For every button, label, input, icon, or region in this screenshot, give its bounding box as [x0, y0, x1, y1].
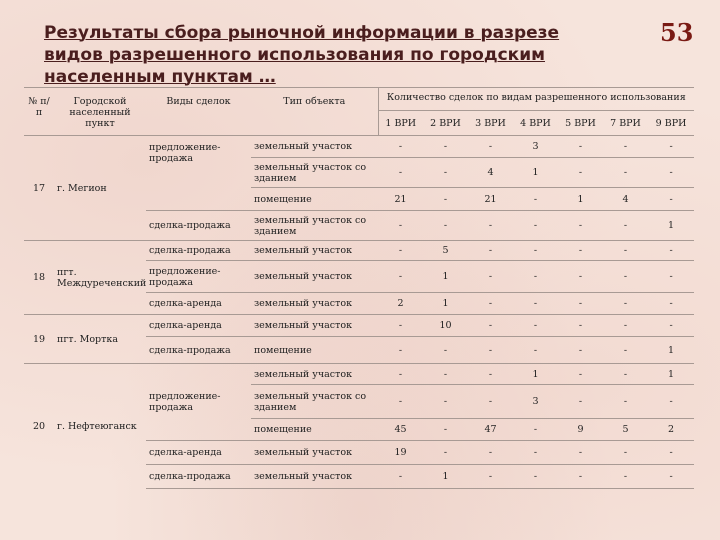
value-cell: - [423, 188, 468, 211]
value-cell: - [558, 465, 603, 489]
slide-title: Результаты сбора рыночной информации в разрезе видов разрешенного использования по городским населенным пунктам … [44, 23, 560, 87]
value-cell: - [603, 441, 648, 465]
value-cell: - [603, 465, 648, 489]
header-vri-7: 7 ВРИ [603, 111, 648, 136]
settlement-name: г. Нефтеюганск [54, 364, 146, 489]
header-object-type: Тип объекта [251, 88, 378, 136]
value-cell: - [423, 385, 468, 419]
value-cell: 4 [603, 188, 648, 211]
deal-type: сделка-продажа [146, 465, 251, 489]
value-cell: - [423, 337, 468, 364]
value-cell: - [648, 315, 694, 337]
header-vri-5: 5 ВРИ [558, 111, 603, 136]
value-cell: - [603, 385, 648, 419]
value-cell: 9 [558, 419, 603, 441]
value-cell: - [468, 441, 513, 465]
settlement-name: пгт. Мортка [54, 315, 146, 364]
object-type: земельный участок [251, 293, 378, 315]
value-cell: - [558, 385, 603, 419]
object-type: земельный участок [251, 465, 378, 489]
object-type: земельный участок со зданием [251, 385, 378, 419]
value-cell: - [558, 158, 603, 188]
table-row [24, 136, 694, 158]
table-row [24, 241, 694, 261]
value-cell: - [378, 211, 423, 241]
header-deal-type: Виды сделок [146, 88, 251, 136]
value-cell: - [513, 211, 558, 241]
value-cell: - [423, 158, 468, 188]
value-cell: - [423, 136, 468, 158]
value-cell: - [603, 261, 648, 293]
value-cell: 19 [378, 441, 423, 465]
value-cell: - [378, 385, 423, 419]
value-cell: - [558, 293, 603, 315]
value-cell: - [558, 261, 603, 293]
object-type: земельный участок [251, 261, 378, 293]
header-vri-9: 9 ВРИ [648, 111, 694, 136]
table-row [24, 315, 694, 337]
market-data-table [24, 87, 694, 489]
value-cell: 1 [558, 188, 603, 211]
value-cell: 10 [423, 315, 468, 337]
value-cell: - [603, 364, 648, 385]
object-type: помещение [251, 188, 378, 211]
value-cell: - [513, 465, 558, 489]
value-cell: - [558, 241, 603, 261]
value-cell: - [378, 337, 423, 364]
value-cell: - [648, 188, 694, 211]
value-cell: - [513, 293, 558, 315]
object-type: земельный участок [251, 241, 378, 261]
value-cell: - [513, 419, 558, 441]
object-type: помещение [251, 337, 378, 364]
value-cell: - [603, 315, 648, 337]
value-cell: 21 [468, 188, 513, 211]
value-cell: - [603, 293, 648, 315]
value-cell: - [558, 441, 603, 465]
value-cell: 3 [513, 385, 558, 419]
deal-type: предложение-продажа [146, 261, 251, 293]
table-row [24, 364, 694, 385]
header-vri-4: 4 ВРИ [513, 111, 558, 136]
object-type: земельный участок [251, 364, 378, 385]
value-cell: 1 [648, 211, 694, 241]
value-cell: - [648, 293, 694, 315]
value-cell: - [378, 261, 423, 293]
value-cell: - [648, 385, 694, 419]
value-cell: - [468, 211, 513, 241]
settlement-name: пгт. Междуреченский [54, 241, 146, 315]
value-cell: - [648, 241, 694, 261]
value-cell: 1 [513, 364, 558, 385]
value-cell: - [648, 136, 694, 158]
value-cell: - [468, 385, 513, 419]
value-cell: - [468, 337, 513, 364]
object-type: земельный участок со зданием [251, 158, 378, 188]
value-cell: - [558, 211, 603, 241]
value-cell: - [378, 315, 423, 337]
settlement-name: г. Мегион [54, 136, 146, 241]
value-cell: - [558, 337, 603, 364]
value-cell: - [378, 465, 423, 489]
value-cell: - [468, 315, 513, 337]
value-cell: 1 [648, 337, 694, 364]
value-cell: 21 [378, 188, 423, 211]
value-cell: 1 [513, 158, 558, 188]
value-cell: - [513, 315, 558, 337]
value-cell: - [468, 136, 513, 158]
object-type: земельный участок [251, 136, 378, 158]
page-number: 53 [660, 18, 694, 47]
deal-type: предложение-продажа [146, 136, 251, 211]
row-number: 20 [24, 364, 54, 489]
value-cell: - [558, 136, 603, 158]
value-cell: - [603, 241, 648, 261]
deal-type: сделка-аренда [146, 293, 251, 315]
value-cell: 45 [378, 419, 423, 441]
value-cell: 5 [423, 241, 468, 261]
row-number: 17 [24, 136, 54, 241]
value-cell: - [648, 465, 694, 489]
object-type: земельный участок [251, 441, 378, 465]
value-cell: - [648, 158, 694, 188]
value-cell: - [423, 364, 468, 385]
header-vri-3: 3 ВРИ [468, 111, 513, 136]
header-row [24, 88, 694, 111]
deal-type: сделка-продажа [146, 211, 251, 241]
value-cell: - [378, 158, 423, 188]
deal-type: сделка-аренда [146, 315, 251, 337]
value-cell: - [513, 441, 558, 465]
value-cell: - [513, 188, 558, 211]
value-cell: - [468, 293, 513, 315]
value-cell: 1 [423, 465, 468, 489]
value-cell: - [423, 211, 468, 241]
header-no: № п/п [24, 88, 54, 136]
value-cell: 5 [603, 419, 648, 441]
value-cell: 47 [468, 419, 513, 441]
value-cell: - [468, 465, 513, 489]
value-cell: - [468, 261, 513, 293]
value-cell: - [468, 241, 513, 261]
value-cell: - [603, 211, 648, 241]
row-number: 18 [24, 241, 54, 315]
value-cell: - [423, 441, 468, 465]
value-cell: - [513, 261, 558, 293]
value-cell: - [648, 261, 694, 293]
value-cell: - [558, 315, 603, 337]
header-settlement: Городской населенный пункт [54, 88, 146, 136]
value-cell: - [513, 337, 558, 364]
value-cell: - [558, 364, 603, 385]
value-cell: - [603, 136, 648, 158]
header-deal-count: Количество сделок по видам разрешенного использования [378, 88, 694, 111]
object-type: помещение [251, 419, 378, 441]
deal-type: сделка-продажа [146, 241, 251, 261]
deal-type: сделка-продажа [146, 337, 251, 364]
value-cell: - [423, 419, 468, 441]
value-cell: - [468, 364, 513, 385]
value-cell: 1 [423, 261, 468, 293]
object-type: земельный участок со зданием [251, 211, 378, 241]
value-cell: - [648, 441, 694, 465]
value-cell: 1 [423, 293, 468, 315]
object-type: земельный участок [251, 315, 378, 337]
header-vri-1: 1 ВРИ [378, 111, 423, 136]
header-vri-2: 2 ВРИ [423, 111, 468, 136]
value-cell: - [378, 136, 423, 158]
value-cell: - [378, 241, 423, 261]
value-cell: - [513, 241, 558, 261]
row-number: 19 [24, 315, 54, 364]
value-cell: 1 [648, 364, 694, 385]
deal-type: предложение-продажа [146, 364, 251, 441]
value-cell: 2 [648, 419, 694, 441]
value-cell: - [603, 158, 648, 188]
value-cell: 4 [468, 158, 513, 188]
value-cell: - [378, 364, 423, 385]
value-cell: 2 [378, 293, 423, 315]
deal-type: сделка-аренда [146, 441, 251, 465]
value-cell: - [603, 337, 648, 364]
value-cell: 3 [513, 136, 558, 158]
